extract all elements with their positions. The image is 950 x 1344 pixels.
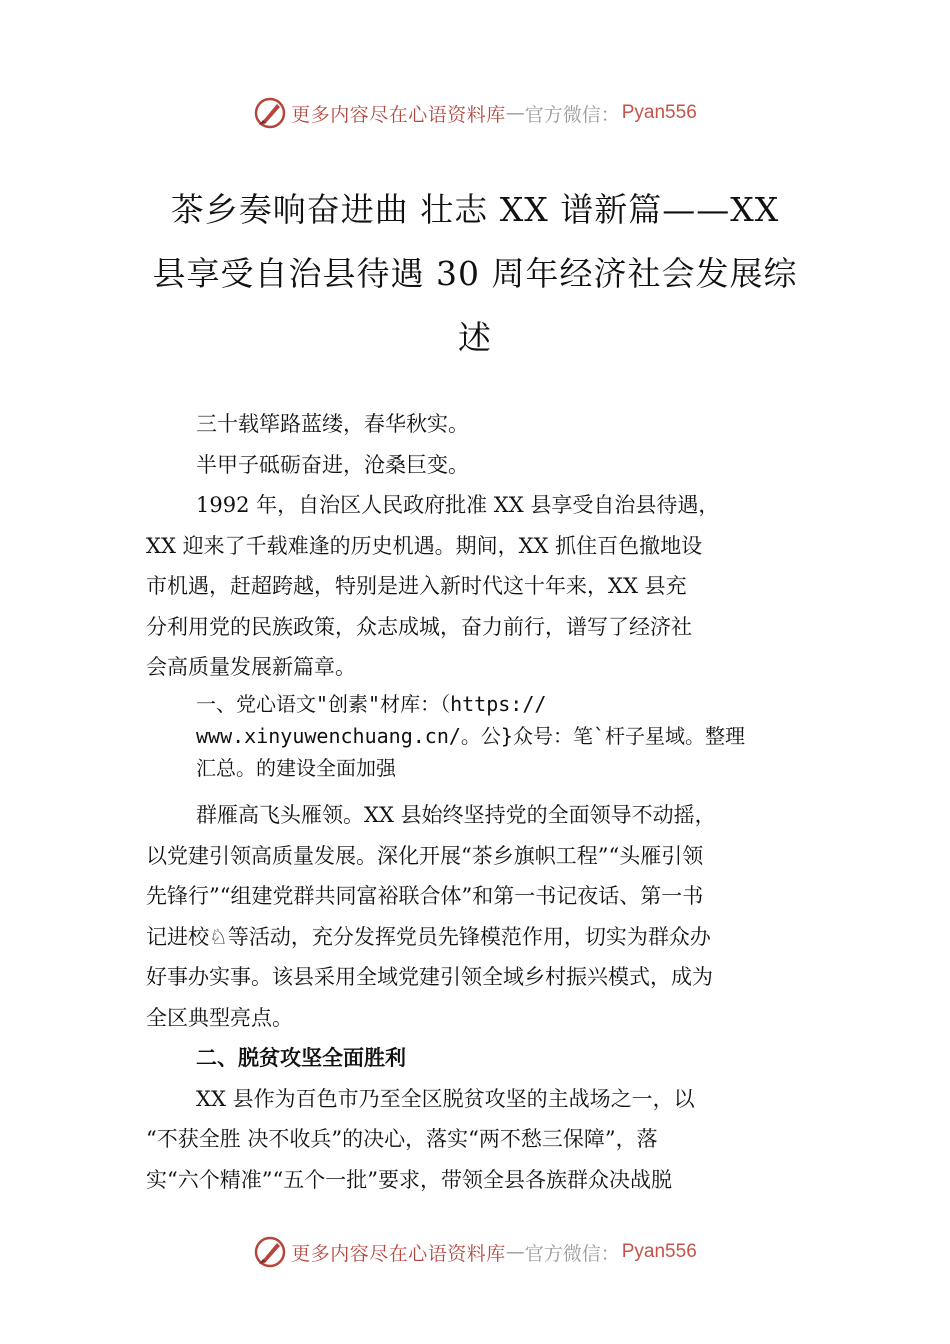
banner-wechat-id: Pyan556 xyxy=(621,102,697,123)
banner-dash: — xyxy=(505,102,525,124)
paragraph-6-line: XX 县作为百色市乃至全区脱贫攻坚的主战场之一，以 xyxy=(196,1086,695,1111)
paragraph-6-line: “不获全胜 决不收兵”的决心，落实“两不愁三保障”，落 xyxy=(146,1127,658,1151)
paragraph-5-line: 先锋行”“组建党群共同富裕联合体”和第一书记夜话、第一书 xyxy=(146,884,704,908)
body-block-1 xyxy=(146,404,826,688)
document-title xyxy=(110,178,840,370)
banner-brand-text: 更多内容尽在心语资料库 xyxy=(291,103,506,126)
title-line-2: 县享受自治县待遇 30 周年经济社会发展综 xyxy=(152,254,798,293)
pen-logo-icon xyxy=(253,1235,287,1269)
banner-dash: — xyxy=(505,1241,525,1263)
paragraph-5-line: 记进校♘等活动，充分发挥党员先锋模范作用，切实为群众办 xyxy=(146,924,711,949)
title-line-1: 茶乡奏响奋进曲 壮志 XX 谱新篇——XX xyxy=(170,190,780,229)
paragraph-3-line: 分利用党的民族政策，众志成城，奋力前行，谱写了经济社 xyxy=(146,614,692,639)
pen-logo-icon xyxy=(253,96,287,130)
section-1-heading xyxy=(146,688,846,784)
section-2-heading: 二、脱贫攻坚全面胜利 xyxy=(196,1046,406,1070)
paragraph-6-line: 实“六个精准”“五个一批”要求，带领全县各族群众决战脱 xyxy=(146,1167,672,1192)
paragraph-1: 三十载筚路蓝缕，春华秋实。 xyxy=(196,412,469,436)
banner-wechat-id: Pyan556 xyxy=(621,1241,697,1262)
body-block-2 xyxy=(146,795,826,1200)
section-1-line: www.xinyuwenchuang.cn/。公}众号：笔`杆子星域。整理 xyxy=(196,724,745,748)
section-1-line: 一、党心语文"创素"材库：（https:// xyxy=(196,692,547,716)
footer-banner xyxy=(0,1232,950,1272)
paragraph-5-line: 群雁高飞头雁领。XX 县始终坚持党的全面领导不动摇， xyxy=(196,803,716,827)
paragraph-3-line: 市机遇，赶超跨越，特别是进入新时代这十年来，XX 县充 xyxy=(146,574,687,598)
paragraph-2: 半甲子砥砺奋进，沧桑巨变。 xyxy=(196,452,469,477)
banner-wechat-label: 官方微信： xyxy=(524,1242,620,1265)
section-1-line: 汇总。的建设全面加强 xyxy=(196,756,396,780)
paragraph-5-line: 好事办实事。该县采用全域党建引领全域乡村振兴模式，成为 xyxy=(146,965,713,989)
header-banner xyxy=(0,93,950,133)
paragraph-3-line: 1992 年，自治区人民政府批准 XX 县享受自治县待遇， xyxy=(196,493,720,517)
title-line-3: 述 xyxy=(458,318,492,357)
paragraph-3-line: XX 迎来了千载难逢的历史机遇。期间，XX 抓住百色撤地设 xyxy=(146,533,703,558)
banner-wechat-label: 官方微信： xyxy=(524,103,620,126)
paragraph-5-line: 全区典型亮点。 xyxy=(146,1005,293,1030)
paragraph-5-line: 以党建引领高质量发展。深化开展“茶乡旗帜工程”“头雁引领 xyxy=(146,843,704,868)
paragraph-3-line: 会高质量发展新篇章。 xyxy=(146,655,356,679)
banner-brand-text: 更多内容尽在心语资料库 xyxy=(291,1242,506,1265)
